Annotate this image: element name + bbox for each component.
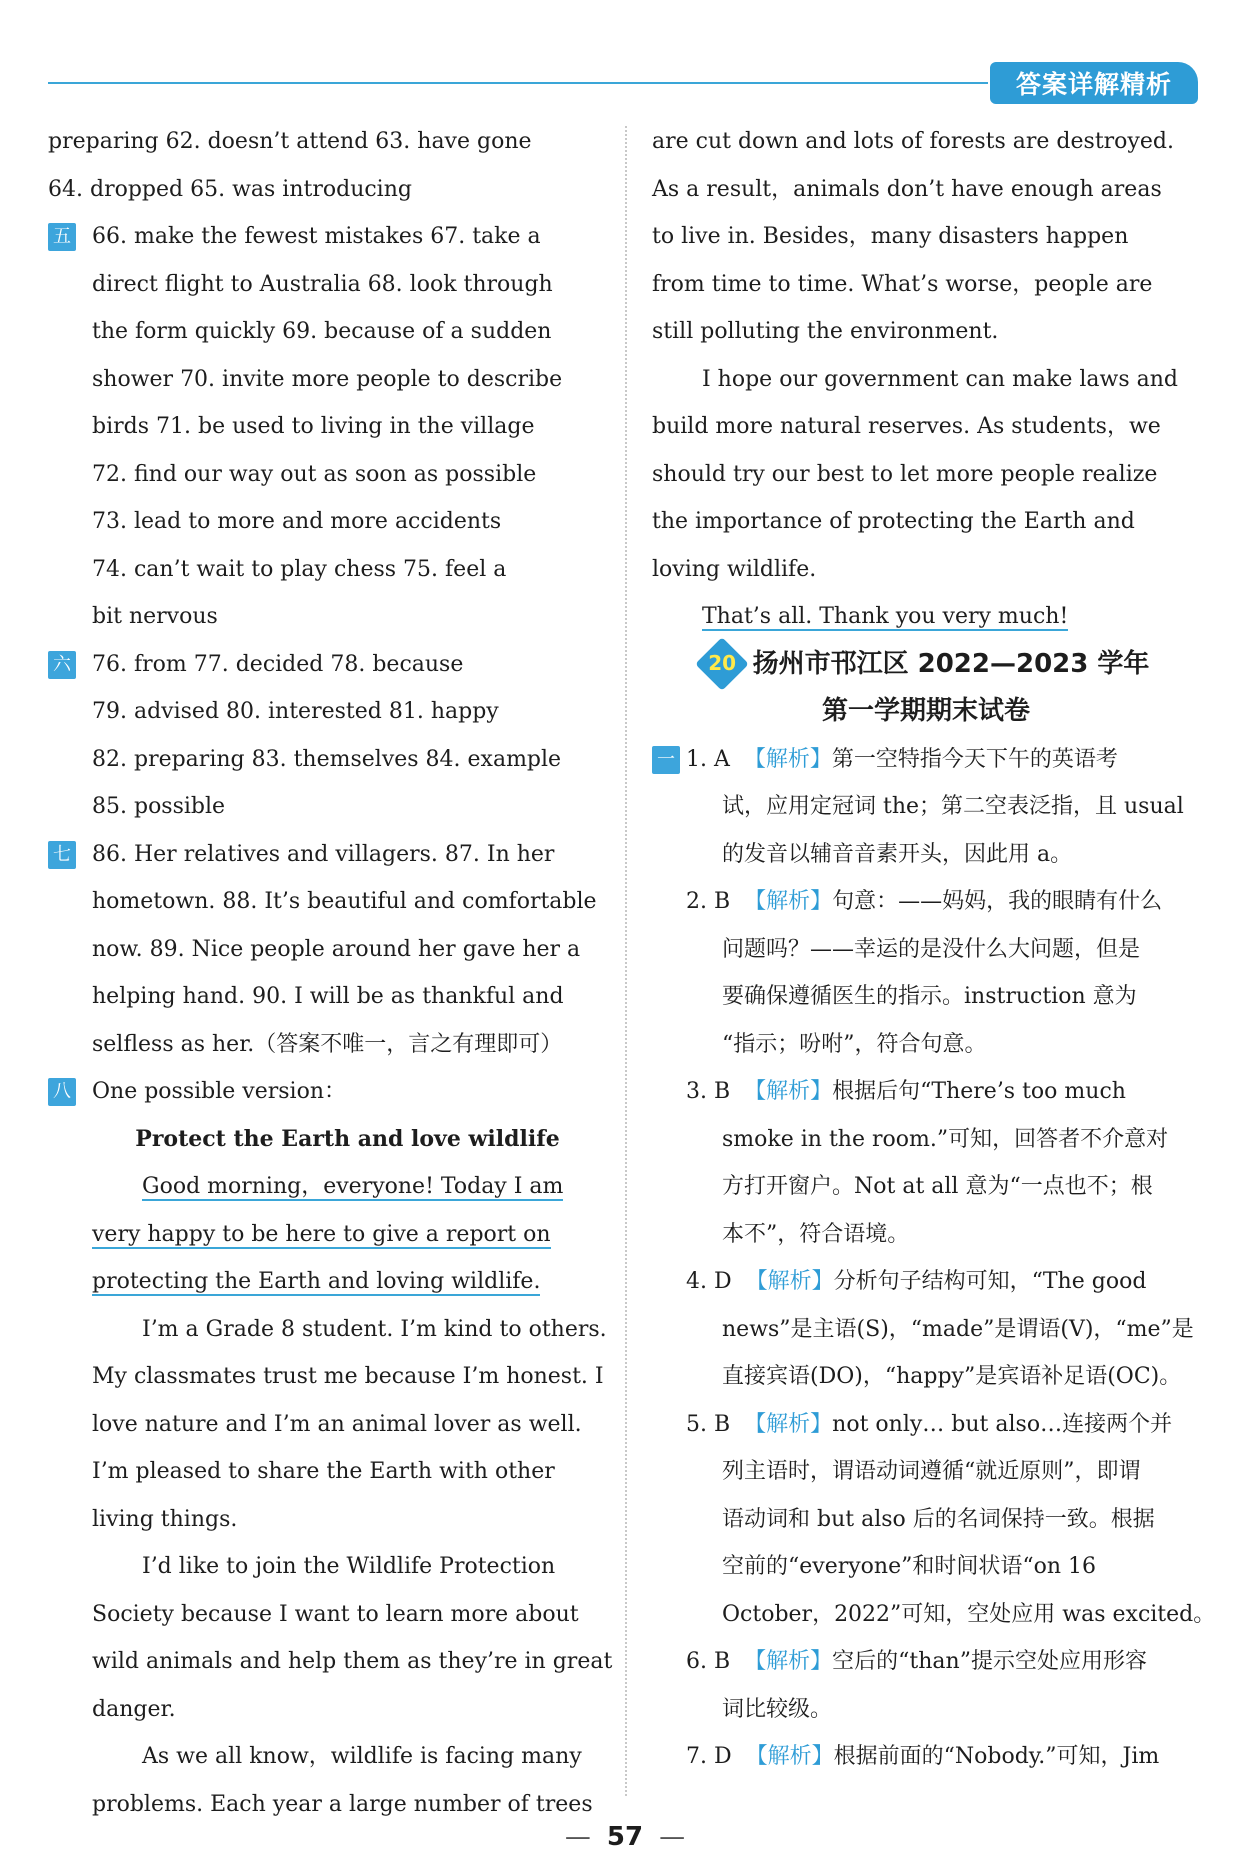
answer-text: 空后的“than”提示空处应用形容: [832, 1649, 1147, 1674]
answer-number: 3. B: [686, 1079, 731, 1104]
analysis-tag: 【解析】: [743, 746, 832, 772]
analysis-tag: 【解析】: [745, 1269, 834, 1294]
text-line: 72. find our way out as soon as possible: [92, 461, 537, 487]
text-line: October，2022”可知，空处应用 was excited。: [722, 1601, 1216, 1627]
text-line: 直接宾语(DO)，“happy”是宾语补足语(OC)。: [722, 1364, 1182, 1389]
text-line: build more natural reserves. As students，we: [652, 414, 1161, 439]
text-line: living things.: [92, 1506, 238, 1532]
section-marker: 八: [48, 1078, 76, 1106]
text-line: love nature and I’m an animal lover as well.: [92, 1411, 582, 1437]
text-line: 试，应用定冠词 the；第二空表泛指，且 usual: [722, 794, 1184, 819]
text-line: 82. preparing 83. themselves 84. example: [92, 746, 562, 772]
text-line: birds 71. be used to living in the village: [92, 414, 535, 439]
section-line: [48, 641, 603, 689]
page-number: [0, 1822, 1250, 1852]
answer-number: 2. B: [686, 889, 731, 914]
section-marker: 六: [48, 651, 76, 679]
text-line: I’m pleased to share the Earth with other: [92, 1459, 555, 1484]
text-line: 74. can’t wait to play chess 75. feel a: [92, 556, 507, 582]
section-text: 66. make the fewest mistakes 67. take a: [92, 224, 541, 249]
text-line: 的发音以辅音音素开头，因此用 a。: [722, 841, 1073, 867]
answer-number: 1. A: [686, 746, 730, 772]
text-line: 要确保遵循医生的指示。instruction 意为: [722, 984, 1137, 1009]
section-text: 86. Her relatives and villagers. 87. In her: [92, 841, 555, 867]
underlined-line: [48, 1163, 603, 1211]
paragraph-start: As we all know，wildlife is facing many: [142, 1744, 582, 1769]
section-marker: 一: [652, 746, 680, 774]
text-line: loving wildlife.: [652, 556, 817, 582]
answer-text: 第一空特指今天下午的英语考: [831, 746, 1118, 772]
text-line: still polluting the environment.: [652, 319, 999, 344]
text-line: 79. advised 80. interested 81. happy: [92, 699, 499, 724]
paragraph-start: I’d like to join the Wildlife Protection: [142, 1554, 556, 1579]
text-line: helping hand. 90. I will be as thankful and: [92, 984, 564, 1009]
section-text: 76. from 77. decided 78. because: [92, 651, 464, 677]
right-column: [652, 118, 1216, 1781]
text-line: news”是主语(S)，“made”是谓语(V)，“me”是: [722, 1316, 1194, 1342]
underlined-text: That’s all. Thank you very much!: [702, 604, 1069, 629]
text-line: 本不”，符合语境。: [722, 1221, 910, 1247]
page-dash-left: —: [564, 1822, 591, 1852]
paper-number-badge: [695, 637, 749, 691]
text-line: 64. dropped 65. was introducing: [48, 176, 412, 202]
text-line: now. 89. Nice people around her gave her a: [92, 936, 581, 962]
analysis-tag: 【解析】: [744, 1649, 833, 1674]
text-line: to live in. Besides，many disasters happen: [652, 224, 1129, 249]
answer-line: [652, 1258, 1200, 1306]
text-line: smoke in the room.”可知，回答者不介意对: [722, 1126, 1169, 1152]
text-line: “指示；吩咐”，符合句意。: [722, 1031, 987, 1057]
answer-text: 句意：——妈妈，我的眼睛有什么: [832, 889, 1163, 914]
header-rule: [48, 82, 988, 84]
section-line: [48, 1068, 603, 1116]
text-line: shower 70. invite more people to describe: [92, 366, 563, 392]
answer-text: 根据前面的“Nobody.”可知，Jim: [833, 1744, 1160, 1769]
analysis-tag: 【解析】: [744, 889, 833, 914]
paragraph-start: I’m a Grade 8 student. I’m kind to others.: [142, 1316, 607, 1342]
page-number-text: 57: [606, 1822, 644, 1852]
left-column: [48, 118, 613, 1828]
analysis-tag: 【解析】: [744, 1079, 833, 1104]
answer-text: 根据后句“There’s too much: [832, 1079, 1126, 1104]
text-line: the form quickly 69. because of a sudden: [92, 319, 552, 344]
section-line: [48, 213, 603, 261]
underlined-text: Good morning，everyone! Today I am: [142, 1174, 564, 1199]
underlined-line: [48, 1258, 603, 1306]
text-line: hometown. 88. It’s beautiful and comfortable: [92, 889, 597, 914]
text-line: 空前的“everyone”和时间状语“on 16: [722, 1554, 1096, 1579]
answer-line: [652, 1401, 1200, 1449]
underlined-line: [48, 1211, 603, 1259]
text-line: 语动词和 but also 后的名词保持一致。根据: [722, 1506, 1155, 1532]
text-line: 73. lead to more and more accidents: [92, 509, 502, 534]
answer-line: [652, 878, 1200, 926]
section-marker: 七: [48, 841, 76, 869]
text-line: 方打开窗户。Not at all 意为“一点也不；根: [722, 1174, 1153, 1199]
essay-title: Protect the Earth and love wildlife: [135, 1125, 560, 1152]
text-line: danger.: [92, 1696, 176, 1722]
text-line: 列主语时，谓语动词遵循“就近原则”，即谓: [722, 1459, 1141, 1484]
text-line: the importance of protecting the Earth and: [652, 509, 1135, 534]
text-line: direct flight to Australia 68. look through: [92, 271, 553, 297]
text-line: should try our best to let more people realize: [652, 461, 1158, 487]
underlined-line: [652, 593, 1200, 641]
underlined-text: very happy to be here to give a report on: [92, 1221, 551, 1247]
answer-text: 分析句子结构可知，“The good: [833, 1269, 1147, 1294]
paper-title-text: 扬州市邗江区 2022—2023 学年: [752, 648, 1150, 679]
paper-number: 20: [707, 651, 736, 676]
answer-line: [652, 736, 1200, 784]
section-line: [48, 831, 603, 879]
underlined-text: protecting the Earth and loving wildlife.: [92, 1269, 541, 1294]
text-line: Society because I want to learn more about: [92, 1601, 579, 1627]
paper-subtitle: 第一学期期末试卷: [821, 696, 1030, 726]
text-line: 问题吗？——幸运的是没什么大问题，但是: [722, 936, 1141, 962]
answer-line: [652, 1068, 1200, 1116]
text-line: My classmates trust me because I’m honest. I: [92, 1364, 604, 1389]
text-line: bit nervous: [92, 604, 218, 629]
text-line: preparing 62. doesn’t attend 63. have gone: [48, 129, 532, 154]
answer-text: not only… but also…连接两个并: [832, 1411, 1173, 1437]
answer-number: 4. D: [686, 1269, 732, 1294]
section-text: One possible version：: [92, 1079, 346, 1104]
text-line: As a result，animals don’t have enough areas: [652, 176, 1162, 202]
text-line: wild animals and help them as they’re in great: [92, 1649, 613, 1674]
analysis-tag: 【解析】: [744, 1411, 833, 1437]
answer-line: [652, 1638, 1200, 1686]
text-line: selfless as her.（答案不唯一，言之有理即可）: [92, 1031, 563, 1057]
text-line: are cut down and lots of forests are destroyed.: [652, 129, 1174, 154]
analysis-tag: 【解析】: [745, 1744, 834, 1769]
paper-title: [652, 641, 1200, 689]
answer-section-tag: 答案详解精析: [990, 62, 1198, 104]
section-marker: 五: [48, 223, 76, 251]
paragraph-start: I hope our government can make laws and: [702, 366, 1179, 392]
answer-number: 6. B: [686, 1649, 731, 1674]
answer-number: 5. B: [686, 1411, 731, 1437]
text-line: 85. possible: [92, 794, 226, 819]
column-divider: [625, 126, 627, 1796]
page-dash-right: —: [659, 1822, 686, 1852]
answer-number: 7. D: [686, 1744, 732, 1769]
text-line: 词比较级。: [722, 1696, 833, 1722]
text-line: from time to time. What’s worse，people are: [652, 271, 1153, 297]
answer-line: [652, 1733, 1200, 1781]
text-line: problems. Each year a large number of trees: [92, 1791, 593, 1817]
